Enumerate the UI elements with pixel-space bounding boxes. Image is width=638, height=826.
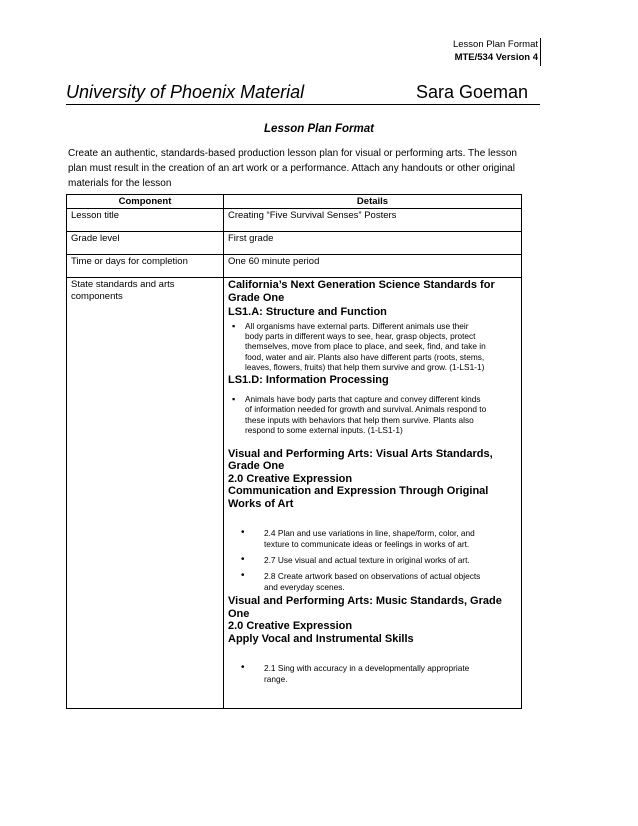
heading-line: Visual and Performing Arts: Music Standards, Grade — [228, 595, 502, 608]
bullet-line: • 2.7 Use visual and actual texture in original works of art. — [264, 554, 470, 565]
heading-line: Grade One — [228, 291, 285, 304]
title-row — [66, 80, 540, 105]
ls1d-heading: LS1.D: Information Processing — [228, 373, 389, 386]
row-label: Grade level — [67, 232, 224, 255]
standards-details — [224, 278, 522, 709]
music-item — [228, 663, 517, 684]
bullet-line: leaves, flowers, fruits) that help them survive and grow. (1-LS1-1) — [245, 362, 485, 373]
heading-line: Works of Art — [228, 497, 294, 510]
header-divider — [540, 38, 541, 66]
bullet-line: • 2.4 Plan and use variations in line, shape/form, color, and — [264, 528, 475, 539]
row-value: One 60 minute period — [224, 255, 522, 278]
visual-arts-item — [228, 555, 517, 565]
bullet-line: texture to communicate ideas or feelings in works of art. — [264, 538, 470, 549]
row-label: Lesson title — [67, 209, 224, 232]
intro-line: Create an authentic, standards-based production lesson plan for visual or performing arts. The lesson — [68, 148, 517, 159]
table-row — [67, 232, 522, 255]
bullet-line: themselves, move from place to place, and seek, find, and take in — [245, 341, 486, 352]
intro-paragraph — [68, 146, 536, 191]
format-label: Lesson Plan Format — [452, 39, 538, 50]
intro-line: materials for the lesson — [68, 178, 172, 189]
table-row — [67, 255, 522, 278]
header-meta — [453, 38, 538, 64]
bullet-line: of information needed for growth and survival. Animals respond to — [245, 404, 487, 415]
bullet-line: • 2.8 Create artwork based on observations of actual objects — [264, 571, 481, 582]
author-name: Sara Goeman — [416, 82, 529, 102]
heading-line: Visual and Performing Arts: Visual Arts Standards, — [228, 447, 493, 460]
intro-line: plan must result in the creation of an art work or a performance. Attach any handouts or other original — [68, 163, 515, 174]
heading-line: Grade One — [228, 460, 285, 473]
heading-line: 2.0 Creative Expression — [228, 472, 353, 485]
university-title: University of Phoenix Material — [66, 82, 305, 102]
bullet-line: and everyday scenes. — [264, 581, 345, 592]
row-value: First grade — [224, 232, 522, 255]
version-label: MTE/534 Version 4 — [454, 52, 538, 63]
standards-row — [67, 278, 522, 709]
heading-line: Apply Vocal and Instrumental Skills — [228, 632, 414, 645]
table-header-row — [67, 195, 522, 209]
standards-label-line: State standards and arts — [71, 279, 175, 290]
bullet-line: body parts in different ways to see, hear, grasp objects, protect — [245, 330, 476, 341]
bullet-line: respond to some external inputs. (1-LS1-1) — [245, 425, 403, 436]
heading-line: One — [228, 607, 250, 620]
bullet-line: ▪ Animals have body parts that capture and convey different kinds — [245, 394, 481, 405]
bullet-line: range. — [264, 673, 288, 684]
bullet-line: these inputs with behaviors that help them survive. Plants also — [245, 414, 474, 425]
row-value: Creating “Five Survival Senses” Posters — [224, 209, 522, 232]
details-header: Details — [224, 195, 522, 209]
visual-arts-heading — [228, 448, 517, 511]
heading-line: 2.0 Creative Expression — [228, 620, 353, 633]
music-heading — [228, 595, 517, 645]
heading-line: Communication and Expression Through Original — [228, 485, 489, 498]
standards-label — [67, 278, 224, 709]
table-row — [67, 209, 522, 232]
bullet-line: food, water and air. Plants also have different parts (roots, stems, — [245, 351, 485, 362]
heading-line: California’s Next Generation Science Standards for — [228, 279, 495, 291]
bullet-line: • 2.1 Sing with accuracy in a developmentally appropriate — [264, 663, 470, 674]
standards-label-line: components — [71, 291, 123, 302]
lesson-plan-table — [66, 194, 522, 709]
ls1a-heading: LS1.A: Structure and Function — [228, 306, 387, 318]
ls1a-bullet — [228, 321, 517, 373]
visual-arts-item — [228, 528, 517, 549]
page-title: Lesson Plan Format — [264, 123, 374, 135]
bullet-line: ▪ All organisms have external parts. Different animals use their — [245, 320, 469, 331]
component-header: Component — [67, 195, 224, 209]
visual-arts-item — [228, 571, 517, 592]
ls1d-bullet — [228, 394, 517, 436]
science-heading — [228, 279, 517, 304]
row-label: Time or days for completion — [67, 255, 224, 278]
